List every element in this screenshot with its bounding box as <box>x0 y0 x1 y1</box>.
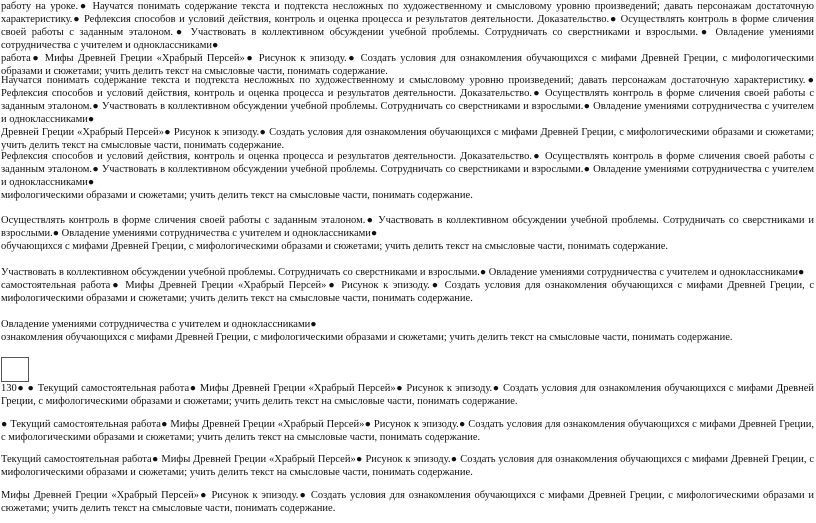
table-cell-box <box>1 357 29 382</box>
text-block-3: Рефлексия способов и условий действия, контроль и оценка процесса и результатов деятельности. Доказательство.● Осуществлять контроль в форме сличения своей работы с заданным эталоном.● Участвовать в коллективном обсуждении учебной проблемы. Сотрудничать со сверстниками и взрослыми.● Овладение умениями сотрудничества с учителем и одноклассниками● мифологическими образами и сюжетами; учить делить текст на смысловые части, понимать содержание. <box>1 151 814 201</box>
text-block-6: Овладение умениями сотрудничества с учителем и одноклассниками● ознакомления обучающихся с мифами Древней Греции, с мифологическими образами и сюжетами; учить делить текст на смысловые части, понимать содержание. <box>1 319 733 343</box>
text-block-1: работу на уроке.● Научатся понимать содержание текста и подтекста несложных по художественному и смысловому уровню произведений; давать персонажам достаточную характеристику.● Рефлексия способов и условий действия, контроль и оценка процесса и результатов деятельности. Доказательство.● Осуществлять контроль в форме сличения своей работы с заданным эталоном.● Участвовать в коллективном обсуждении учебной проблемы. Сотрудничать со сверстниками и взрослыми.● Овладение умениями сотрудничества с учителем и одноклассниками● работа● Мифы Древней Греции «Храбрый Персей»● Рисунок к эпизоду.● Создать условия для ознакомления обучающихся с мифами Древней Греции, с мифологическими образами и сюжетами; учить делить текст на смысловые части, понимать содержание. <box>1 1 814 77</box>
text-block-4: Осуществлять контроль в форме сличения своей работы с заданным эталоном.● Участвовать в коллективном обсуждении учебной проблемы. Сотрудничать со сверстниками и взрослыми.● Овладение умениями сотрудничества с учителем и одноклассниками● обучающихся с мифами Древней Греции, с мифологическими образами и сюжетами; учить делить текст на смысловые части, понимать содержание. <box>1 215 814 252</box>
text-block-2: Научатся понимать содержание текста и подтекста несложных по художественному и смысловому уровню произведений; давать персонажам достаточную характеристику.● Рефлексия способов и условий действия, контроль и оценка процесса и результатов деятельности. Доказательство.● Осуществлять контроль в форме сличения своей работы с заданным эталоном.● Участвовать в коллективном обсуждении учебной проблемы. Сотрудничать со сверстниками и взрослыми.● Овладение умениями сотрудничества с учителем и одноклассниками● Древней Греции «Храбрый Персей»● Рисунок к эпизоду.● Создать условия для ознакомления обучающихся с мифами Древней Греции, с мифологическими образами и сюжетами; учить делить текст на смысловые части, понимать содержание. <box>1 75 814 151</box>
text-block-7: 130● ● Текущий самостоятельная работа● Мифы Древней Греции «Храбрый Персей»● Рисунок к эпизоду.● Создать условия для ознакомления обучающихся с мифами Древней Греции, с мифологическими образами и сюжетами; учить делить текст на смысловые части, понимать содержание. <box>1 383 814 407</box>
text-block-5: Участвовать в коллективном обсуждении учебной проблемы. Сотрудничать со сверстниками и взрослыми.● Овладение умениями сотрудничества с учителем и одноклассниками● самостоятельная работа● Мифы Древней Греции «Храбрый Персей»● Рисунок к эпизоду.● Создать условия для ознакомления обучающихся с мифами Древней Греции, с мифологическими образами и сюжетами; учить делить текст на смысловые части, понимать содержание. <box>1 267 814 304</box>
text-block-10: Мифы Древней Греции «Храбрый Персей»● Рисунок к эпизоду.● Создать условия для ознакомления обучающихся с мифами Древней Греции, с мифологическими образами и сюжетами; учить делить текст на смысловые части, понимать содержание. <box>1 490 814 514</box>
text-block-8: ● Текущий самостоятельная работа● Мифы Древней Греции «Храбрый Персей»● Рисунок к эпизоду.● Создать условия для ознакомления обучающихся с мифами Древней Греции, с мифологическими образами и сюжетами; учить делить текст на смысловые части, понимать содержание. <box>1 419 814 443</box>
text-block-9: Текущий самостоятельная работа● Мифы Древней Греции «Храбрый Персей»● Рисунок к эпизоду.● Создать условия для ознакомления обучающихся с мифами Древней Греции, с мифологическими образами и сюжетами; учить делить текст на смысловые части, понимать содержание. <box>1 454 814 478</box>
